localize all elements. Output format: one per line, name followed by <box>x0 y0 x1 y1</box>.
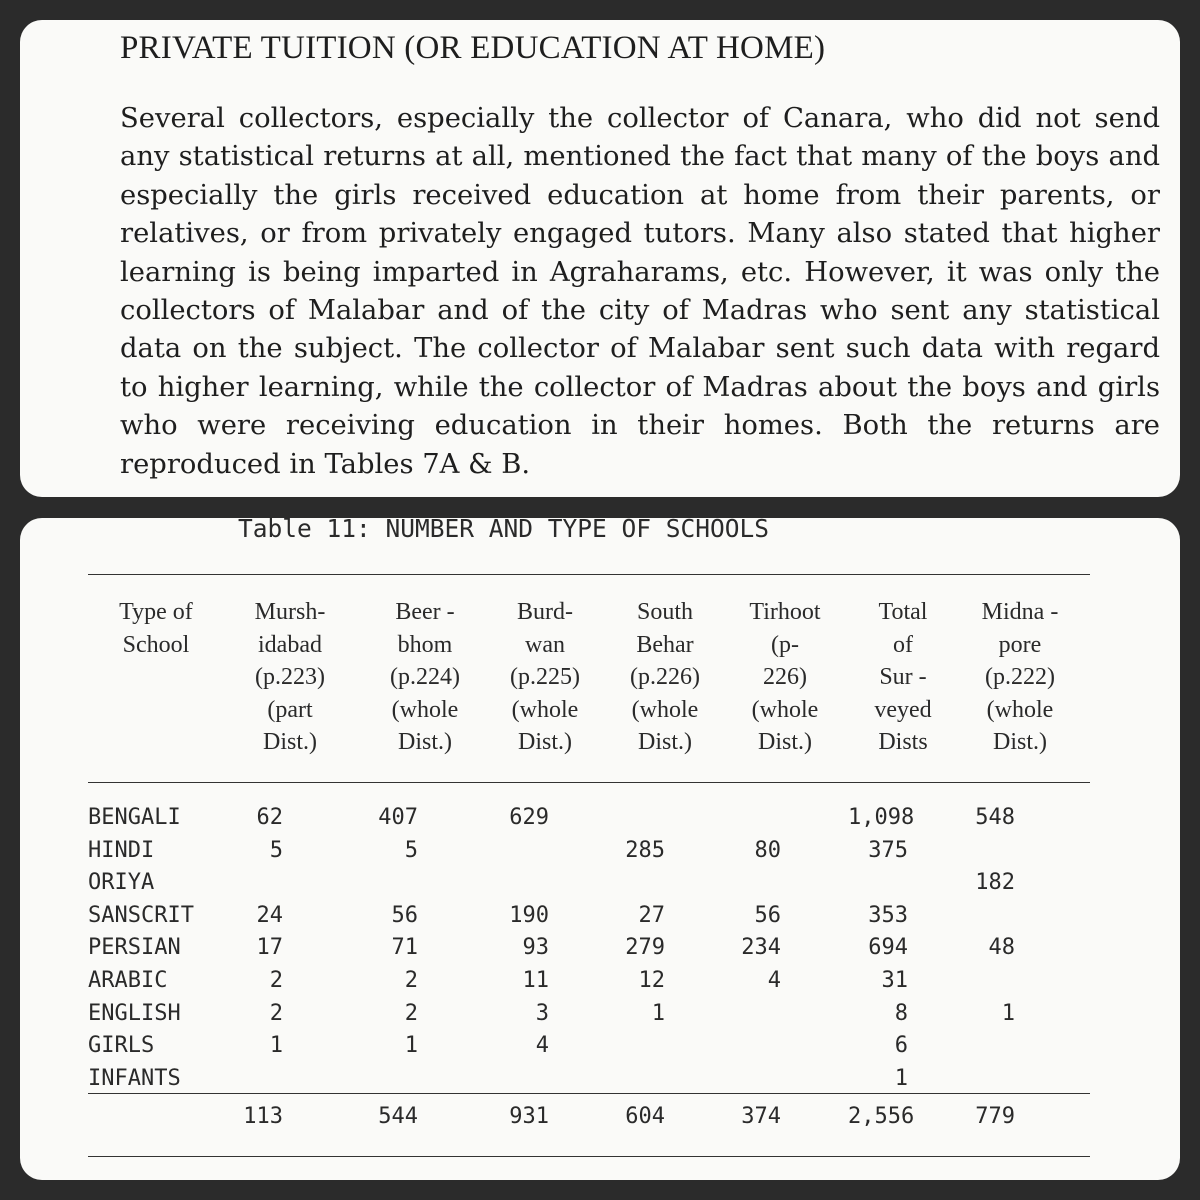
table-cell: 56 <box>754 902 781 928</box>
column-header-line: Dist.) <box>263 729 317 755</box>
column-header-line: Total <box>878 599 928 625</box>
table-cell: 24 <box>256 902 283 928</box>
totals-rule <box>88 1093 1090 1094</box>
column-header-line: bhom <box>397 631 453 658</box>
table-cell: 1,098 <box>848 805 915 830</box>
column-header-line: (p- <box>771 631 799 658</box>
table-cell: 1 <box>404 1033 418 1059</box>
row-label: BENGALI <box>88 805 181 830</box>
column-header-line: Midna - <box>981 599 1059 625</box>
table-top-rule <box>88 574 1090 575</box>
column-header-line: Beer - <box>395 599 455 625</box>
table-cell: 5 <box>404 837 418 863</box>
table-cell: 12 <box>638 968 665 993</box>
column-header-line: Tirhoot <box>749 599 821 625</box>
table-cell: 62 <box>256 805 283 830</box>
row-label: HINDI <box>88 837 155 863</box>
table-cell: 353 <box>868 902 908 928</box>
column-header-line: idabad <box>258 631 322 658</box>
column-header-line: (whole <box>511 696 579 723</box>
column-header-line: Dist.) <box>638 729 692 755</box>
table-cell: 3 <box>535 1000 549 1026</box>
table-cell: 31 <box>881 968 908 993</box>
table-cell: 694 <box>868 935 908 961</box>
table-title: Table 11: NUMBER AND TYPE OF SCHOOLS <box>238 518 770 543</box>
total-cell: 374 <box>741 1104 781 1129</box>
column-header-line: veyed <box>874 696 932 723</box>
table-cell: 375 <box>868 837 908 863</box>
table-cell: 4 <box>767 968 781 993</box>
column-header-line: pore <box>998 631 1042 658</box>
column-header-line: Burd- <box>517 599 573 625</box>
table-cell: 71 <box>391 935 418 961</box>
table-cell: 285 <box>625 837 665 863</box>
column-header-tirhoot <box>725 596 845 759</box>
table-cell: 4 <box>535 1033 549 1059</box>
total-cell: 544 <box>378 1104 418 1129</box>
column-header-line: Dist.) <box>993 729 1047 755</box>
column-header-line: of <box>893 631 913 658</box>
column-header-line: Behar <box>636 631 694 658</box>
table-cell: 1 <box>269 1033 283 1059</box>
column-header-line: South <box>636 599 693 625</box>
table-cell: 6 <box>894 1033 908 1059</box>
table-cell: 234 <box>741 935 781 961</box>
column-header-line: School <box>122 631 190 658</box>
row-label: SANSCRIT <box>88 902 194 928</box>
column-header-line: Dist.) <box>398 729 452 755</box>
column-header-line: (p.226) <box>630 664 700 690</box>
table-cell: 2 <box>269 1000 283 1026</box>
header-bottom-rule <box>88 782 1090 783</box>
table-cell: 2 <box>269 968 283 993</box>
column-header-line: (p.223) <box>255 664 325 690</box>
total-cell: 931 <box>509 1104 549 1129</box>
table-cell: 56 <box>391 902 418 928</box>
table-panel <box>20 518 1180 1180</box>
column-header-line: (whole <box>631 696 699 723</box>
column-header-line: 226) <box>763 664 807 690</box>
table-cell: 190 <box>509 902 549 928</box>
section-heading: PRIVATE TUITION (OR EDUCATION AT HOME) <box>120 30 826 66</box>
row-label: PERSIAN <box>88 935 181 961</box>
row-label: INFANTS <box>88 1065 181 1091</box>
column-header-midnapore <box>965 596 1075 759</box>
column-header-line: Type of <box>119 599 193 625</box>
table-cell: 279 <box>625 935 665 961</box>
column-header-line: (whole <box>986 696 1054 723</box>
table-cell: 8 <box>894 1000 908 1026</box>
section-paragraph: Several collectors, especially the collector of Canara, who did not send any statistical returns at all, mentioned the fact that many of the boys and especially the girls received education at home from their parents, or relatives, or from privately engaged tutors. Many also stated that higher learning is being imparted in Agraharams, etc. However, it was only the collectors of Malabar and of the city of Madras who sent any statistical data on the subject. The collector of Malabar sent such data with regard to higher learning, while the collector of Madras about the boys and girls who were receiving education in their homes. Both the returns are reproduced in Tables 7A & B. <box>120 103 1160 480</box>
table-cell: 93 <box>522 935 549 961</box>
table-cell: 2 <box>404 1000 418 1026</box>
table-cell: 48 <box>988 935 1015 961</box>
row-label: ARABIC <box>88 968 168 993</box>
column-header-total <box>848 596 958 759</box>
column-header-line: (p.222) <box>985 664 1055 690</box>
total-cell: 113 <box>243 1104 283 1129</box>
total-cell: 604 <box>625 1104 665 1129</box>
column-header-line: Mursh- <box>254 599 326 625</box>
column-header-line: (p.224) <box>390 664 460 690</box>
column-header-murshidabad <box>235 596 345 759</box>
column-header-line: (whole <box>391 696 459 723</box>
column-header-line: Dists <box>878 729 928 755</box>
table-bottom-rule <box>88 1156 1090 1157</box>
column-header-line: (p.225) <box>510 664 580 690</box>
table-cell: 2 <box>404 968 418 993</box>
table-cell: 548 <box>975 805 1015 830</box>
table-cell: 5 <box>269 837 283 863</box>
column-header-line: (whole <box>751 696 819 723</box>
table-cell: 80 <box>754 837 781 863</box>
table-cell: 1 <box>1001 1000 1015 1026</box>
column-header-burdwan <box>485 596 605 759</box>
total-cell: 779 <box>975 1104 1015 1129</box>
row-label: ORIYA <box>88 870 155 896</box>
column-header-beerbhom <box>365 596 485 759</box>
row-label: GIRLS <box>88 1033 155 1059</box>
column-header-line: Sur - <box>879 664 927 690</box>
column-header-line: wan <box>525 631 565 658</box>
column-header-line: Dist.) <box>518 729 572 755</box>
table-cell: 407 <box>378 805 418 830</box>
row-label: ENGLISH <box>88 1000 181 1026</box>
table-cell: 1 <box>894 1065 908 1091</box>
table-cell: 11 <box>522 968 549 993</box>
table-cell: 27 <box>638 902 665 928</box>
column-header-south-behar <box>605 596 725 759</box>
table-cell: 17 <box>256 935 283 961</box>
table-cell: 1 <box>651 1000 665 1026</box>
table-cell: 182 <box>975 870 1015 896</box>
table-cell: 629 <box>509 805 549 830</box>
column-header-type <box>106 596 206 661</box>
column-header-line: Dist.) <box>758 729 812 755</box>
total-cell: 2,556 <box>848 1104 915 1129</box>
text-panel <box>20 20 1180 497</box>
column-header-line: (part <box>267 696 313 723</box>
